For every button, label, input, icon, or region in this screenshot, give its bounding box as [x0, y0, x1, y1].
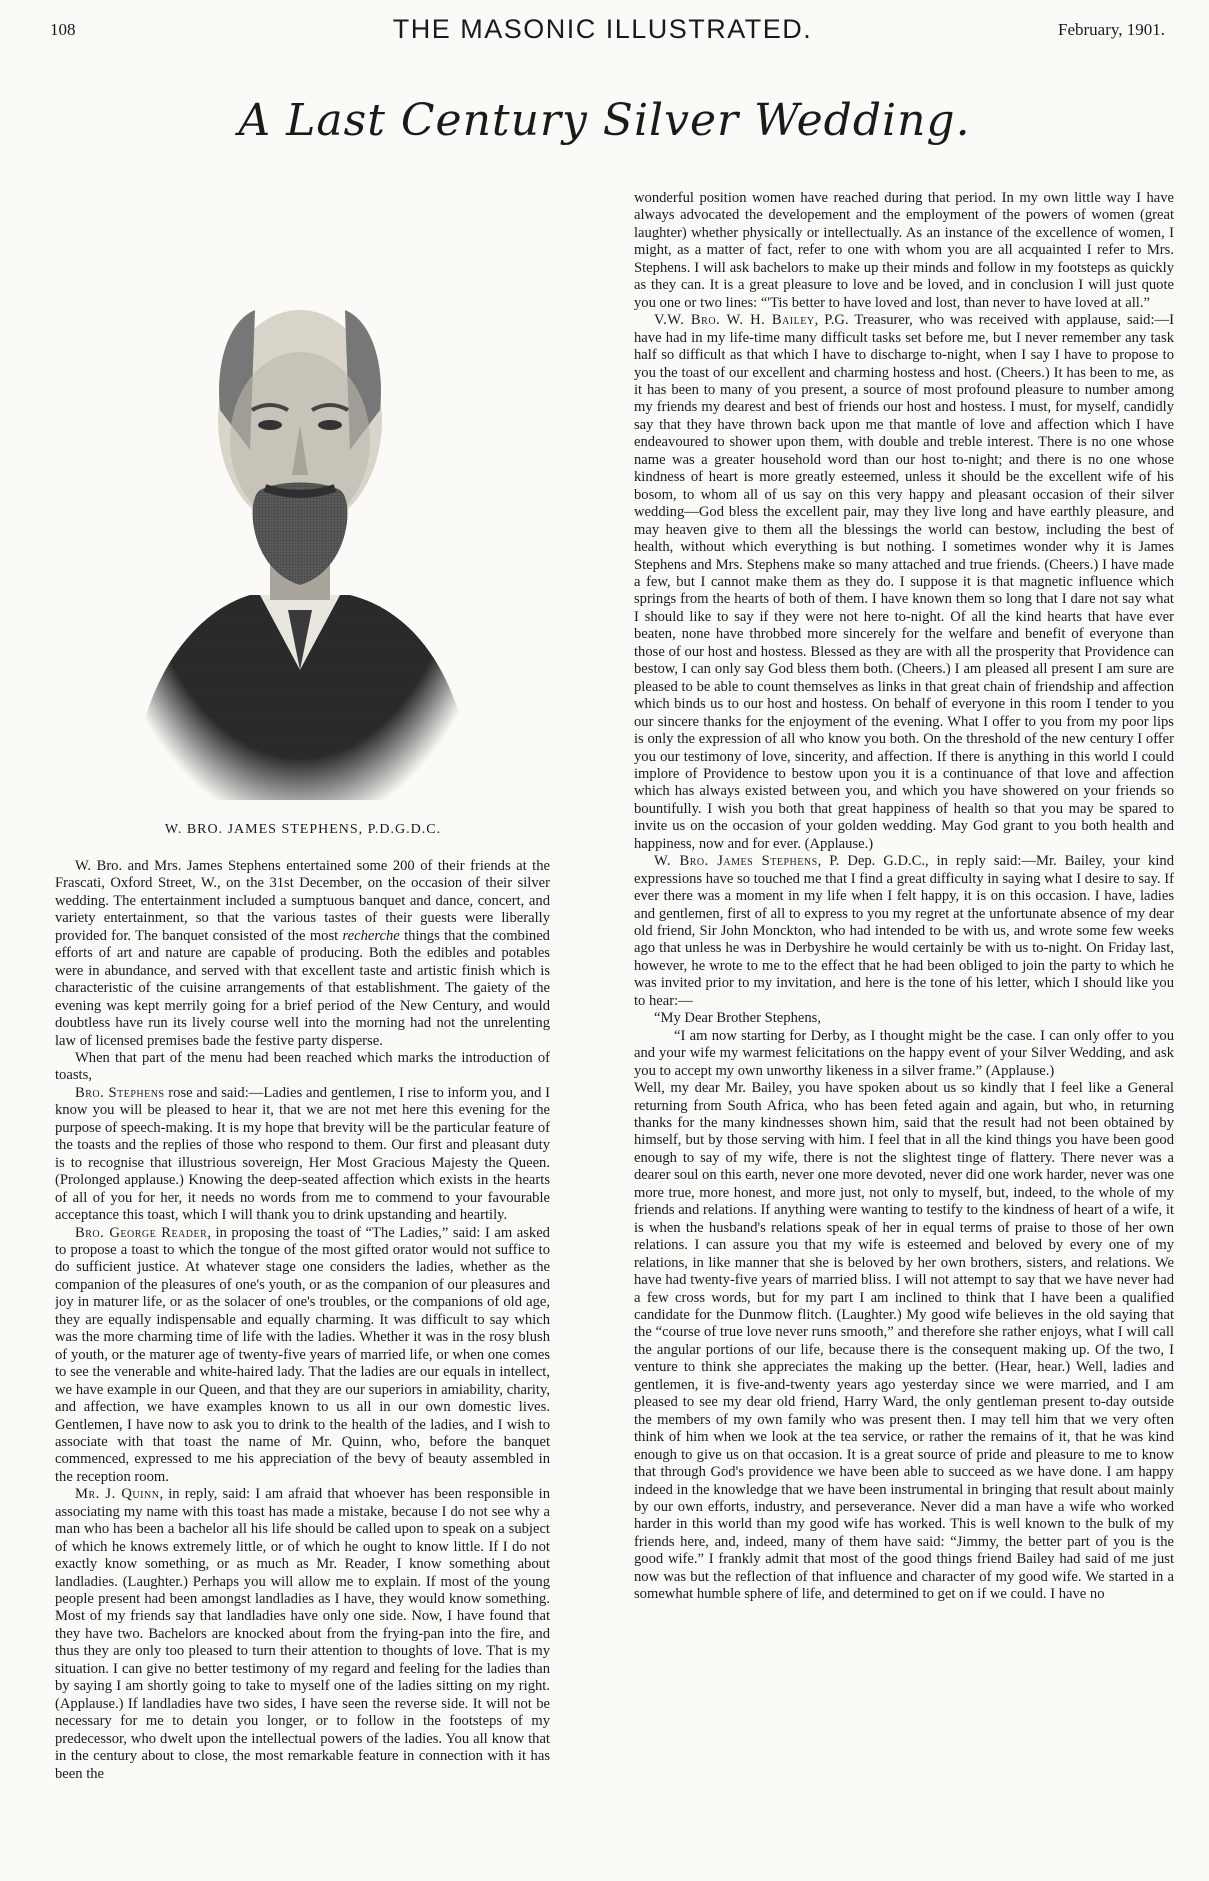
paragraph-text: rose and said:—Ladies and gentlemen, I rise to inform you, and I know you will be pleased to hear it, that we are not met here this evening for the purpose of speech-making. It is my hope that brevity will be the particular feature of the toasts and the replies of those who respond to them. Our first and pleasant duty is to recognise that illustrious sovereign, Her Most Gracious Majesty the Queen. (Prolonged applause.) Knowing the deep-seated affection which exists in the hearts of all of you for her, it needs no words from me to commend to your favourable acceptance this toast, which I will thank you to drink upstanding and heartily. [55, 1084, 550, 1224]
article-paragraph [55, 1486, 550, 1783]
paragraph-text: , P. Dep. G.D.C., in reply said:—Mr. Bailey, your kind expressions have so touched me that I find a great difficulty in saying what I desire to say. If ever there was a moment in my life when I felt happy, it is on this occasion. I have, ladies and gentlemen, first of all to express to you my regret at the unfortunate absence of my dear old friend, Sir John Monckton, who had intended to be with us, and wrote some few weeks ago that unless he was in Derbyshire he would certainly be with us to-night. On Friday last, however, he wrote to me to the effect that he had been obliged to join the party to which he was invited prior to my invitation, and here is the tone of his letter, which I should like you to hear:— [634, 853, 1174, 1009]
paragraph-text: , P.G. Treasurer, who was received with applause, said:—I have had in my life-time many difficult tasks set before me, but I never remember any task half so difficult as that which I have to discharge to-night, when I say I have to propose to you the toast of our excellent and charming hostess and host. (Cheers.) It has been to me, as it has been to many of you present, a source of most profound pleasure to number among my friends my dearest and best of friends our host and hostess. I must, for myself, candidly say that they have thrown back upon me that mantle of love and affection which I have endeavoured to shower upon them, with double and treble interest. There is no one whose name was a greater household word than our host to-night; and there is no one whose kindness of heart is more greatly esteemed, unless it should be the excellent wife of his bosom, to whom all of us say on this very happy and pleasant occasion of their silver wedding—God bless the excellent pair, may they live long and have earthly pleasure, and may heaven give to them all the blessings the world can bestow, including the best of health, without which everything is but nothing. I sometimes wonder why it is James Stephens and Mrs. Stephens make so many attached and true friends. (Cheers.) I have made a few, but I cannot make them as they do. I suppose it is that magnetic influence which springs from the hearts of both of them. I have known them so long that I dare not say what I should like to say if they were not here to-night. Of all the kind hearts that have ever beaten, none have throbbed more sincerely for the welfare and benefit of everyone than those of our host and hostess. Blessed as they are with all the prosperity that Providence can bestow, I can only say God bless them both. (Cheers.) I am pleased all present I am sure are pleased to be able to count themselves as links in that great chain of friendship and affection which binds us to our host and hostess. On behalf of everyone in this room I tender to you our sincere thanks for the enjoyment of the evening. What I offer to you from my poor lips is only the expression of all who know you both. On the threshold of the new century I offer you our testimony of love, sincerity, and affection. If there is anything in this world I could implore of Providence to bestow upon you it is a continuance of that love and affection which has always existed between you, and which you have showered on your friends so bountifully. I wish you both that great happiness of health so that you may be spared to invite us on the occasion of your golden wedding. May God grant to you both health and happiness, now and for ever. (Applause.) [634, 312, 1174, 852]
masthead: THE MASONIC ILLUSTRATED. [392, 14, 813, 44]
speaker-name: Bro. George Reader [75, 1224, 208, 1241]
paragraph-text: things that the combined efforts of art and nature are capable of producing. Both the edibles and potables were in abundance, and served with that excellent taste and artistic finish which is characteristic of the cuisine arrangements of that establishment. The gaiety of the evening was kept merrily going for a brief period of the New Century, and would doubtless have run its lively course well into the morning had not the unrelenting law of licensed premises bade the festive party disperse. [55, 927, 550, 1049]
article-paragraph [634, 853, 1174, 1010]
article-paragraph [55, 1085, 550, 1225]
italic-text: recherche [342, 927, 400, 944]
paragraph-text: W. Bro. and Mrs. James Stephens entertained some 200 of their friends at the Frascati, Oxford Street, W., on the 31st December, on the occasion of their silver wedding. The entertainment included a sumptuous banquet and dance, concert, and variety entertainment, so that the various tastes of their guests were liberally provided for. The banquet consisted of the most [55, 858, 550, 944]
article-paragraph [634, 1080, 1174, 1604]
speaker-name: V.W. Bro. W. H. Bailey [654, 312, 815, 329]
article-paragraph [634, 1010, 1174, 1027]
article-paragraph [634, 1028, 1174, 1080]
article-paragraph [634, 312, 1174, 853]
page-number: 108 [50, 20, 76, 39]
article-paragraph [55, 858, 550, 1050]
paragraph-text: “My Dear Brother Stephens, [654, 1010, 821, 1027]
speaker-name: Mr. J. Quinn [75, 1486, 160, 1503]
paragraph-text: , in proposing the toast of “The Ladies,” said: I am asked to propose a toast to which the tongue of the most gifted orator would not suffice to do sufficient justice. At whatever stage one considers the ladies, whether as the companion of the pleasures of one's youth, or as the companion of our pleasures and joy in maturer life, or as the solacer of one's troubles, or the companions of old age, they are equally indispensable and equally charming. It was difficult to say which was the more charming time of life with the ladies. Whether it was in the rosy blush of youth, or the maturer age of twenty-five years of married life, or when one comes to see the venerable and white-haired lady. That the ladies are our equals in intellect, we have example in our Queen, and that they are our superiors in amiability, charity, and affection, we have examples known to us all in our own domestic lives. Gentlemen, I have now to ask you to drink to the health of the ladies, and I wish to associate with that toast the name of Mr. Quinn, who, before the banquet commenced, expressed to me his appreciation of the bevy of beauty assembled in the reception room. [55, 1224, 550, 1485]
article-paragraph [55, 1225, 550, 1487]
article-column-right [634, 190, 1174, 1870]
portrait-image [120, 200, 480, 800]
article-paragraph [55, 1050, 550, 1085]
speaker-name: W. Bro. James Stephens [654, 853, 818, 870]
speaker-name: Bro. Stephens [75, 1084, 165, 1101]
paragraph-text: wonderful position women have reached during that period. In my own little way I have always advocated the developement and the employment of the powers of women (great laughter) whether physically or intellectually. As an instance of the excellence of women, I might, as a matter of fact, refer to one with whom you are all acquainted I refer to Mrs. Stephens. I will ask bachelors to make up their minds and follow in my footsteps as quickly as they can. It is a great pleasure to love and be loved, and in conclusion I will just quote you one or two lines: “'Tis better to have loved and lost, than never to have loved at all.” [634, 190, 1174, 311]
paragraph-text: “I am now starting for Derby, as I thought might be the case. I can only offer to you and your wife my warmest felicitations on the happy event of your Silver Wedding, and ask you to accept my own unworthy likeness in a silver frame.” (Applause.) [634, 1027, 1174, 1079]
article-column-left [55, 858, 550, 1870]
article-paragraph [634, 190, 1174, 312]
page-header [40, 14, 1165, 44]
article-title: A Last Century Silver Wedding. [238, 95, 971, 146]
issue-date: February, 1901. [1057, 20, 1165, 39]
paragraph-text: , in reply, said: I am afraid that whoever has been responsible in associating my name with this toast has made a mistake, because I do not see why a man who has been a bachelor all his life should be called upon to speak on a subject of which he knows extremely little, or of which he ought to know little. If I do not exactly know something, or as much as Mr. Reader, I know something about landladies. (Laughter.) Perhaps you will allow me to explain. If most of the young people present had been amongst landladies as I have, they would know something. Most of my friends say that landladies have only one side. Now, I have found that they have two. Bachelors are knocked about from the frying-pan into the fire, and thus they are only too pleased to turn their attention to thoughts of love. That is my situation. I can give no better testimony of my regard and feeling for the ladies than by saying I am shortly going to take to myself one of the ladies sitting on my right. (Applause.) If landladies have two sides, I have seen the reverse side. It will not be necessary for me to detain you longer, or to follow in the footsteps of my predecessor, who dwelt upon the intellectual powers of the ladies. You all know that in the century about to close, the most remarkable feature in connection with it has been the [55, 1486, 550, 1782]
paragraph-text: Well, my dear Mr. Bailey, you have spoken about us so kindly that I feel like a General returning from South Africa, who has been feted again and again, but who, in returning thanks for the many kindnesses shown him, said that the result had not been obtained by himself, but by those serving with him. I feel that in all the kind things you have been good enough to say of my wife, there is not the slightest tinge of flattery. There never was a dearer soul on this earth, never one more devoted, never did one work harder, never was one more true, more honest, and more just, not only to myself, but, indeed, to the whole of my friends and relations. If anything were wanting to testify to the kindness of heart of a wife, it is when the husband's relations speak of her in equal terms of praise to those of her own relations. I can assure you that my wife is esteemed and beloved by every one of my relations, in like manner that she is beloved by her own brothers, sisters, and relations. We have had twenty-five years of married bliss. I will not attempt to say that we have never had a few cross words, but for my part I am inclined to think that I have been a qualified candidate for the Dunmow flitch. (Laughter.) My good wife believes in the old saying that the “course of true love never runs smooth,” and therefore she rather enjoys, what I will call the angular portions of our life, because there is the consequent making up. Of the two, I venture to think she appreciates the making up the better. (Hear, hear.) Well, ladies and gentlemen, it is five-and-twenty years ago yesterday since we were married, and I am pleased to see my dear old friend, Harry Ward, the only gentleman present to-day outside the members of my own family who was present then. I may tell him that we very often think of him when we look at the tea service, or rather the remains of it, that he was kind enough to give us on that occasion. It is a great source of pride and pleasure to me to know that through God's providence we have been able to succeed as we have done. I am happy indeed in the knowledge that we have been instrumental in bringing that result about mainly by our own efforts, industry, and perseverance. Never did a man have a wife who worked harder in this world than my good wife has worked. This is well known to the bulk of my friends here, and, indeed, many of them have said: “Jimmy, the better part of you is the good wife.” I frankly admit that most of the good things friend Bailey had said of me just now was but the reflection of that influence and character of my good wife. We started in a somewhat humble sphere of life, and determined to get on if we could. I have no [634, 1080, 1174, 1603]
paragraph-text: When that part of the menu had been reached which marks the introduction of toasts, [55, 1049, 550, 1084]
portrait-caption: W. BRO. JAMES STEPHENS, P.D.G.D.C. [164, 822, 442, 837]
